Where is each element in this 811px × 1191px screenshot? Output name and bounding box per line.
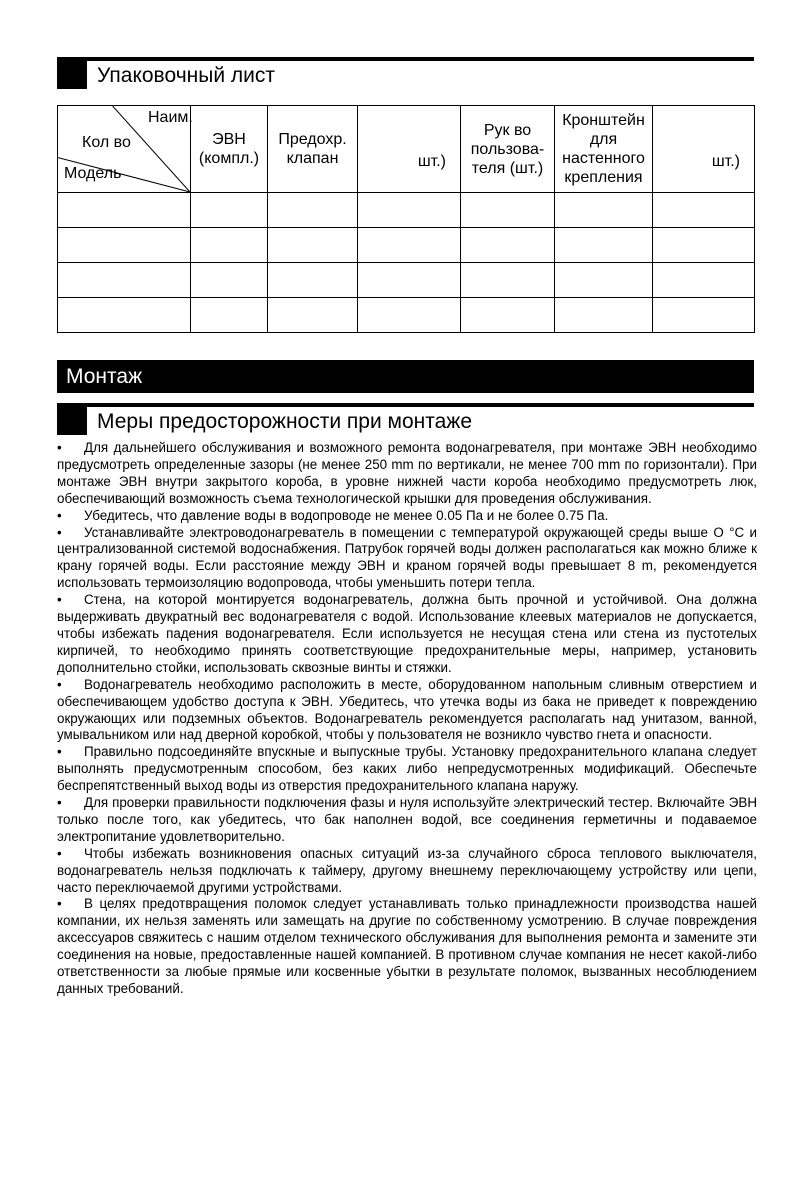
montage-title: Монтаж [66, 365, 143, 388]
table-cell [358, 228, 461, 263]
list-item: • Убедитесь, что давление воды в водопроводе не менее 0.05 Па и не более 0.75 Па. [57, 507, 609, 523]
packing-list-header [57, 57, 754, 89]
list-item: • Для проверки правильности подключения фазы и нуля используйте электрический тестер. Включайте ЭВН только после того, как убедитесь, что бак наполнен водой, все соединения герметичны и подаваемое электропитание удовлетворительно. [57, 795, 757, 844]
bullet: • [57, 795, 62, 811]
bullet: • [57, 592, 62, 608]
precautions-header [57, 403, 754, 435]
header-square [57, 57, 87, 89]
list-item: • Для дальнейшего обслуживания и возможного ремонта водонагревателя, при монтаже ЭВН необходимо предусмотреть определенные зазоры (не менее 250 mm по вертикали, не менее 700 mm по горизонтали). При монтаже ЭВН внутри закрытого короба, в уровне нижней части короба необходимо предусмотреть люк, обеспечивающий возможность съема технологической крышки для проведения обслуживания. [57, 440, 757, 506]
table-cell [358, 298, 461, 333]
bullet: • [57, 845, 62, 861]
col-header-unit-2: шт.) [653, 106, 755, 193]
table-cell [653, 298, 755, 333]
bullet: • [57, 676, 62, 692]
table-cell [555, 263, 653, 298]
bullet: • [57, 744, 62, 760]
bullet: • [57, 440, 62, 455]
table-cell [268, 263, 358, 298]
precautions-title: Меры предосторожности при монтаже [97, 410, 473, 433]
table-cell [653, 228, 755, 263]
list-item: • Устанавливайте электроводонагреватель в помещении с температурой окружающей среды выше О °С и централизованной системой водоснабжения. Патрубок горячей воды должен располагаться как можно ближе к крану горячей воды. Если расстояние между ЭВН и краном горячей воды превышает 8 m, рекомендуется использовать термоизоляцию водопровода, чтобы уменьшить потери тепла. [57, 524, 757, 591]
table-cell [555, 298, 653, 333]
table-cell [191, 298, 268, 333]
table-row [58, 298, 755, 333]
table-cell [268, 228, 358, 263]
packing-list-title: Упаковочный лист [97, 64, 275, 87]
table-cell [555, 193, 653, 228]
table-cell [461, 228, 555, 263]
list-item: • Правильно подсоединяйте впускные и выпускные трубы. Установку предохранительного клапана следует выполнять предусмотренным способом, без каких либо непредусмотренных модификаций. Обеспечьте беспрепятственный выход воды из отверстия предохранительного клапана наружу. [57, 744, 757, 794]
table-cell [461, 298, 555, 333]
corner-qty-label: Кол во [82, 134, 131, 151]
col-header-manual: Рук во пользова- теля (шт.) [461, 106, 555, 193]
table-cell [555, 228, 653, 263]
col-header-evn: ЭВН (компл.) [191, 106, 268, 193]
table-cell [653, 263, 755, 298]
montage-section-bar [57, 360, 754, 393]
corner-model-label: Модель [64, 165, 122, 182]
corner-name-label: Наим. [148, 109, 193, 126]
table-cell [191, 228, 268, 263]
corner-header-cell [58, 106, 191, 193]
list-item: • Стена, на которой монтируется водонагреватель, должна быть прочной и устойчивой. Она должна выдерживать двукратный вес водонагревателя с водой. Использование клеевых материалов не допускается, чтобы избежать падения водонагревателя. Если используется не несущая стена или стена из пустотелых кирпичей, то необходимо принять соответствующие предохранительные меры, например, установить дополнительно стойки, использовать сквозные винты и стяжки. [57, 592, 757, 675]
table-cell [461, 193, 555, 228]
list-item: • Чтобы избежать возникновения опасных ситуаций из-за случайного сброса теплового выключателя, водонагреватель нельзя подключать к таймеру, другому внешнему переключающему устройству или цепи, часто переключаемой другими устройствами. [57, 845, 757, 895]
bullet: • [57, 524, 62, 540]
precautions-list [57, 440, 757, 998]
table-row [58, 228, 755, 263]
header-rule [57, 57, 754, 61]
table-cell [58, 193, 191, 228]
packing-table [57, 105, 755, 333]
bullet: • [57, 896, 62, 912]
table-cell [191, 263, 268, 298]
table-cell [461, 263, 555, 298]
bullet: • [57, 507, 62, 523]
table-header-row [58, 106, 755, 193]
header-rule [57, 403, 754, 407]
table-cell [191, 193, 268, 228]
header-square [57, 403, 87, 435]
table-row [58, 193, 755, 228]
col-header-unit-1: шт.) [358, 106, 461, 193]
table-cell [268, 298, 358, 333]
table-row [58, 263, 755, 298]
col-header-valve: Предохр. клапан [268, 106, 358, 193]
table-cell [58, 263, 191, 298]
table-cell [358, 193, 461, 228]
table-cell [58, 228, 191, 263]
table-cell [268, 193, 358, 228]
table-cell [358, 263, 461, 298]
list-item: • В целях предотвращения поломок следует устанавливать только принадлежности производства нашей компании, их нельзя заменять или замещать на другие по собственному усмотрению. В случае повреждения аксессуаров свяжитесь с нашим отделом технического обслуживания для выполнения ремонта и замените эти соединения на новые, предоставленные нашей компанией. В противном случае компания не несет какой-либо ответственности за любые прямые или косвенные убытки в результате поломок, вызванных несоблюдением данных требований. [57, 896, 757, 996]
table-cell [653, 193, 755, 228]
col-header-bracket: Кронштейн для настенного крепления [555, 106, 653, 193]
list-item: • Водонагреватель необходимо расположить в месте, оборудованном напольным сливным отверстием и обеспечивающем удобство доступа к ЭВН. Убедитесь, что утечка воды из бака не приведет к повреждению окружающих или подземных объектов. Водонагреватель рекомендуется располагать над унитазом, ванной, умывальником или над дверной коробкой, чтобы у пользователя не возникло чувство гнета и опасности. [57, 676, 757, 743]
table-cell [58, 298, 191, 333]
